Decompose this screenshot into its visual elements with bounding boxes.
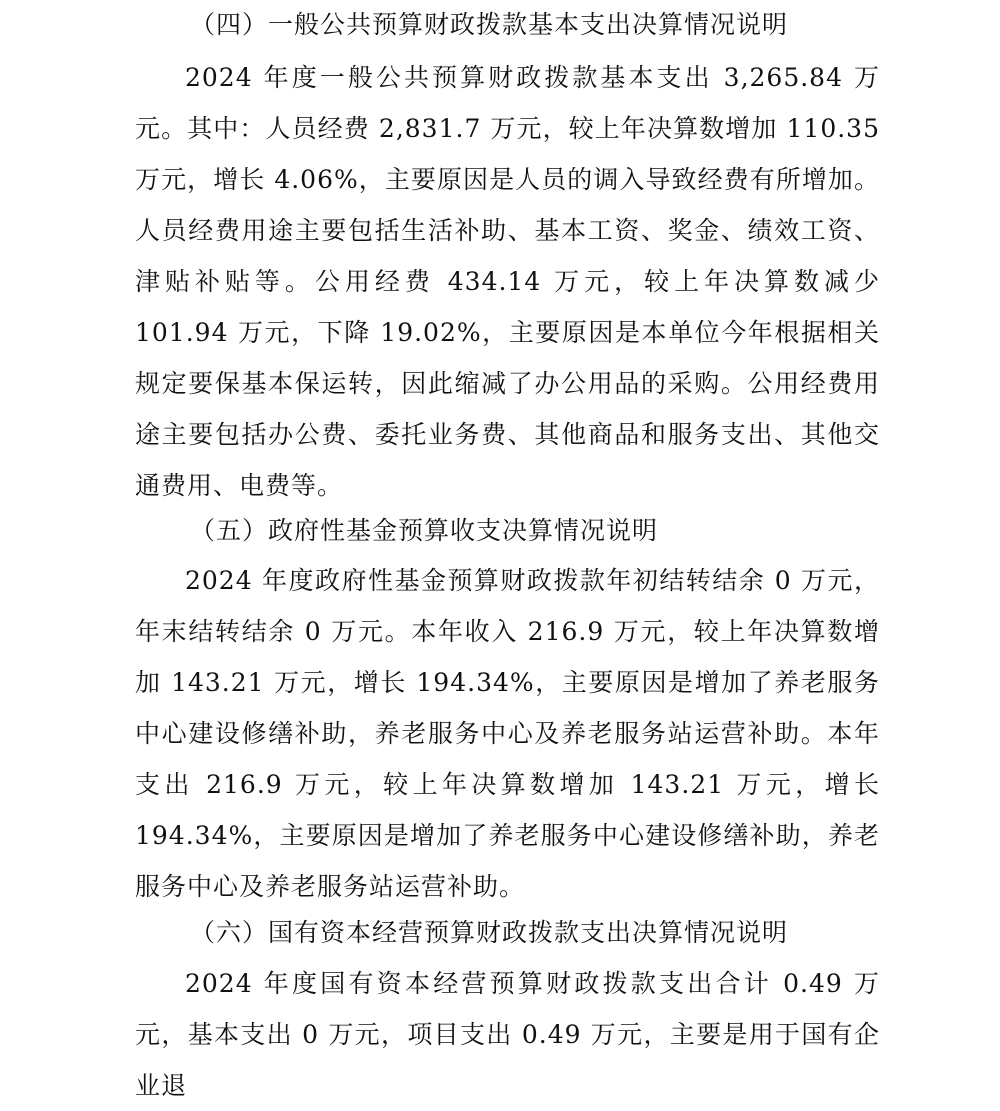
section-heading-4: （四）一般公共预算财政拨款基本支出决算情况说明 [190, 10, 789, 39]
section-body-6: 2024 年度国有资本经营预算财政拨款支出合计 0.49 万元，基本支出 0 万元，项目支出 0.49 万元，主要是用于国有企业退 [135, 969, 880, 1100]
section-heading-5: （五）政府性基金预算收支决算情况说明 [190, 516, 659, 545]
section-body-5: 2024 年度政府性基金预算财政拨款年初结转结余 0 万元，年末结转结余 0 万元。本年收入 216.9 万元，较上年决算数增加 143.21 万元，增长 194.34%，主要原因是增加了养老服务中心建设修缮补助，养老服务中心及养老服务站运营补助。本年支出 216.9 万元，较上年决算数增加 143.21 万元，增长 194.34%，主要原因是增加了养老服务中心建设修缮补助，养老服务中心及养老服务站运营补助。 [135, 566, 880, 901]
section-heading-6: （六）国有资本经营预算财政拨款支出决算情况说明 [190, 918, 789, 947]
section-body-4: 2024 年度一般公共预算财政拨款基本支出 3,265.84 万元。其中：人员经费 2,831.7 万元，较上年决算数增加 110.35 万元，增长 4.06%，主要原因是人员的调入导致经费有所增加。人员经费用途主要包括生活补助、基本工资、奖金、绩效工资、津贴补贴等。公用经费 434.14 万元，较上年决算数减少 101.94 万元，下降 19.02%，主要原因是本单位今年根据相关规定要保基本保运转，因此缩减了办公用品的采购。公用经费用途主要包括办公费、委托业务费、其他商品和服务支出、其他交通费用、电费等。 [135, 63, 880, 500]
